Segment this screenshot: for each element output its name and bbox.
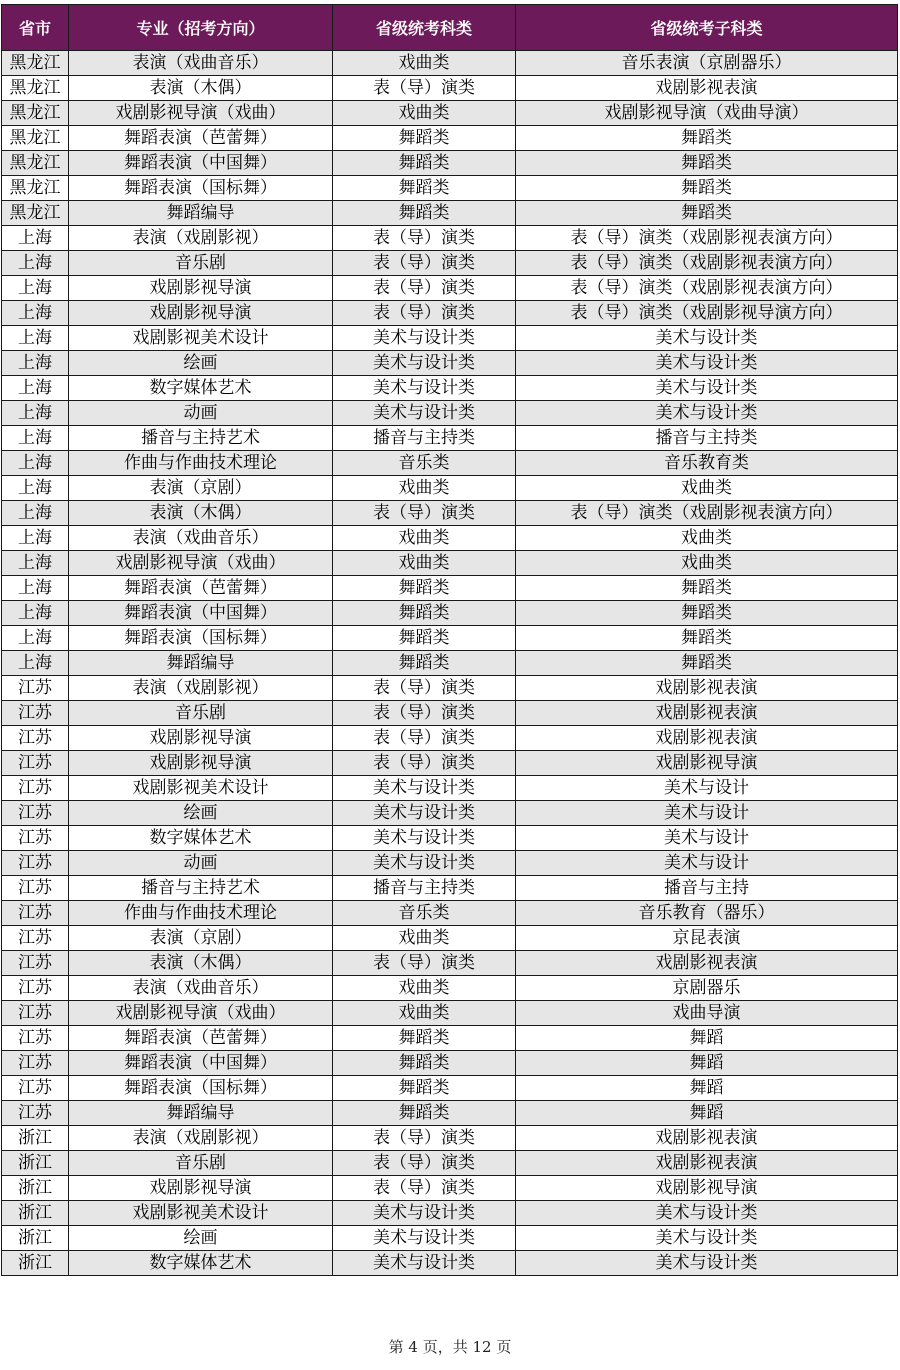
cell-category: 舞蹈类 <box>333 1101 516 1126</box>
cell-subcategory: 舞蹈 <box>516 1076 898 1101</box>
cell-major: 表演（戏剧影视） <box>69 1126 333 1151</box>
cell-category: 戏曲类 <box>333 1001 516 1026</box>
cell-category: 表（导）演类 <box>333 276 516 301</box>
cell-subcategory: 美术与设计类 <box>516 351 898 376</box>
cell-category: 表（导）演类 <box>333 701 516 726</box>
table-row <box>2 901 898 926</box>
cell-subcategory: 表（导）演类（戏剧影视表演方向） <box>516 276 898 301</box>
cell-major: 作曲与作曲技术理论 <box>69 901 333 926</box>
table-row <box>2 1101 898 1126</box>
table-row <box>2 776 898 801</box>
cell-province: 江苏 <box>2 801 69 826</box>
cell-major: 数字媒体艺术 <box>69 376 333 401</box>
cell-major: 戏剧影视导演 <box>69 726 333 751</box>
cell-category: 戏曲类 <box>333 926 516 951</box>
cell-subcategory: 美术与设计类 <box>516 326 898 351</box>
cell-major: 戏剧影视导演（戏曲） <box>69 551 333 576</box>
cell-province: 江苏 <box>2 1101 69 1126</box>
table-row <box>2 801 898 826</box>
cell-major: 作曲与作曲技术理论 <box>69 451 333 476</box>
cell-province: 江苏 <box>2 901 69 926</box>
cell-major: 舞蹈表演（中国舞） <box>69 601 333 626</box>
header-province: 省市 <box>2 5 69 51</box>
cell-province: 上海 <box>2 526 69 551</box>
cell-category: 美术与设计类 <box>333 851 516 876</box>
cell-major: 表演（京剧） <box>69 476 333 501</box>
cell-subcategory: 美术与设计 <box>516 801 898 826</box>
cell-province: 江苏 <box>2 876 69 901</box>
cell-province: 江苏 <box>2 976 69 1001</box>
cell-major: 音乐剧 <box>69 701 333 726</box>
table-row <box>2 101 898 126</box>
cell-province: 浙江 <box>2 1226 69 1251</box>
cell-major: 数字媒体艺术 <box>69 826 333 851</box>
cell-subcategory: 戏剧影视导演（戏曲导演） <box>516 101 898 126</box>
cell-subcategory: 戏曲类 <box>516 476 898 501</box>
cell-subcategory: 表（导）演类（戏剧影视表演方向） <box>516 251 898 276</box>
cell-category: 播音与主持类 <box>333 426 516 451</box>
cell-subcategory: 戏剧影视表演 <box>516 951 898 976</box>
cell-major: 舞蹈编导 <box>69 1101 333 1126</box>
cell-major: 舞蹈表演（国标舞） <box>69 176 333 201</box>
cell-subcategory: 音乐教育（器乐） <box>516 901 898 926</box>
cell-subcategory: 戏剧影视导演 <box>516 751 898 776</box>
cell-major: 表演（木偶） <box>69 951 333 976</box>
table-row <box>2 351 898 376</box>
cell-subcategory: 舞蹈类 <box>516 201 898 226</box>
cell-province: 上海 <box>2 401 69 426</box>
table-row <box>2 751 898 776</box>
cell-major: 动画 <box>69 851 333 876</box>
table-row <box>2 851 898 876</box>
table-row <box>2 1176 898 1201</box>
cell-subcategory: 舞蹈类 <box>516 151 898 176</box>
cell-subcategory: 美术与设计类 <box>516 1201 898 1226</box>
table-row <box>2 676 898 701</box>
table-row <box>2 701 898 726</box>
table-row <box>2 726 898 751</box>
cell-province: 上海 <box>2 226 69 251</box>
cell-category: 舞蹈类 <box>333 651 516 676</box>
cell-province: 上海 <box>2 251 69 276</box>
cell-province: 江苏 <box>2 1001 69 1026</box>
cell-subcategory: 播音与主持 <box>516 876 898 901</box>
header-major: 专业（招考方向） <box>69 5 333 51</box>
table-row <box>2 976 898 1001</box>
cell-subcategory: 舞蹈类 <box>516 576 898 601</box>
cell-category: 戏曲类 <box>333 551 516 576</box>
cell-province: 黑龙江 <box>2 151 69 176</box>
cell-category: 舞蹈类 <box>333 626 516 651</box>
cell-province: 浙江 <box>2 1176 69 1201</box>
table-row <box>2 151 898 176</box>
cell-province: 上海 <box>2 651 69 676</box>
cell-category: 音乐类 <box>333 901 516 926</box>
table-row <box>2 176 898 201</box>
cell-major: 表演（戏曲音乐） <box>69 976 333 1001</box>
cell-subcategory: 戏剧影视表演 <box>516 726 898 751</box>
cell-major: 戏剧影视导演 <box>69 301 333 326</box>
cell-major: 动画 <box>69 401 333 426</box>
cell-major: 舞蹈表演（芭蕾舞） <box>69 126 333 151</box>
cell-category: 美术与设计类 <box>333 801 516 826</box>
cell-category: 美术与设计类 <box>333 1201 516 1226</box>
cell-subcategory: 戏剧影视表演 <box>516 76 898 101</box>
cell-subcategory: 戏曲类 <box>516 551 898 576</box>
cell-province: 上海 <box>2 326 69 351</box>
table-row <box>2 826 898 851</box>
cell-province: 江苏 <box>2 1026 69 1051</box>
cell-province: 上海 <box>2 501 69 526</box>
cell-province: 江苏 <box>2 1051 69 1076</box>
cell-subcategory: 美术与设计类 <box>516 401 898 426</box>
table-row <box>2 1076 898 1101</box>
cell-major: 表演（戏曲音乐） <box>69 51 333 76</box>
cell-major: 戏剧影视导演 <box>69 276 333 301</box>
cell-category: 表（导）演类 <box>333 251 516 276</box>
table-row <box>2 626 898 651</box>
cell-subcategory: 舞蹈 <box>516 1101 898 1126</box>
cell-category: 美术与设计类 <box>333 826 516 851</box>
table-row <box>2 926 898 951</box>
cell-province: 黑龙江 <box>2 51 69 76</box>
cell-category: 美术与设计类 <box>333 776 516 801</box>
cell-major: 绘画 <box>69 801 333 826</box>
table-row <box>2 1226 898 1251</box>
cell-category: 舞蹈类 <box>333 601 516 626</box>
cell-province: 上海 <box>2 601 69 626</box>
cell-category: 表（导）演类 <box>333 951 516 976</box>
table-row <box>2 501 898 526</box>
cell-major: 戏剧影视美术设计 <box>69 326 333 351</box>
cell-major: 表演（京剧） <box>69 926 333 951</box>
header-subcategory: 省级统考子科类 <box>516 5 898 51</box>
cell-subcategory: 表（导）演类（戏剧影视表演方向） <box>516 501 898 526</box>
table-row <box>2 1051 898 1076</box>
cell-province: 江苏 <box>2 776 69 801</box>
table-row <box>2 451 898 476</box>
cell-category: 戏曲类 <box>333 101 516 126</box>
table-row <box>2 651 898 676</box>
major-category-table <box>1 4 898 1276</box>
table-row <box>2 76 898 101</box>
table-row <box>2 276 898 301</box>
cell-province: 黑龙江 <box>2 176 69 201</box>
cell-category: 舞蹈类 <box>333 126 516 151</box>
cell-province: 上海 <box>2 551 69 576</box>
table-row <box>2 51 898 76</box>
table-row <box>2 251 898 276</box>
cell-subcategory: 舞蹈类 <box>516 626 898 651</box>
cell-major: 舞蹈表演（中国舞） <box>69 151 333 176</box>
cell-category: 音乐类 <box>333 451 516 476</box>
cell-category: 表（导）演类 <box>333 1126 516 1151</box>
table-row <box>2 1151 898 1176</box>
cell-subcategory: 京剧器乐 <box>516 976 898 1001</box>
cell-category: 戏曲类 <box>333 526 516 551</box>
cell-category: 舞蹈类 <box>333 151 516 176</box>
cell-category: 播音与主持类 <box>333 876 516 901</box>
cell-subcategory: 美术与设计 <box>516 826 898 851</box>
table-row <box>2 1251 898 1276</box>
table-body <box>2 51 898 1276</box>
table-row <box>2 1201 898 1226</box>
cell-province: 上海 <box>2 426 69 451</box>
table-row <box>2 951 898 976</box>
cell-province: 上海 <box>2 301 69 326</box>
cell-major: 戏剧影视美术设计 <box>69 776 333 801</box>
cell-province: 江苏 <box>2 751 69 776</box>
header-row <box>2 5 898 51</box>
cell-province: 江苏 <box>2 701 69 726</box>
cell-category: 舞蹈类 <box>333 1051 516 1076</box>
cell-province: 上海 <box>2 376 69 401</box>
cell-category: 舞蹈类 <box>333 201 516 226</box>
cell-province: 浙江 <box>2 1201 69 1226</box>
cell-subcategory: 美术与设计类 <box>516 1226 898 1251</box>
cell-major: 表演（戏剧影视） <box>69 226 333 251</box>
cell-province: 黑龙江 <box>2 101 69 126</box>
cell-subcategory: 戏剧影视表演 <box>516 676 898 701</box>
cell-subcategory: 音乐教育类 <box>516 451 898 476</box>
cell-category: 舞蹈类 <box>333 576 516 601</box>
cell-province: 上海 <box>2 276 69 301</box>
cell-province: 江苏 <box>2 826 69 851</box>
cell-major: 舞蹈表演（国标舞） <box>69 626 333 651</box>
table-row <box>2 476 898 501</box>
cell-subcategory: 戏曲类 <box>516 526 898 551</box>
cell-major: 戏剧影视导演 <box>69 751 333 776</box>
cell-category: 戏曲类 <box>333 976 516 1001</box>
cell-province: 黑龙江 <box>2 76 69 101</box>
cell-province: 上海 <box>2 351 69 376</box>
cell-major: 绘画 <box>69 1226 333 1251</box>
cell-province: 浙江 <box>2 1126 69 1151</box>
table-row <box>2 551 898 576</box>
cell-subcategory: 戏剧影视表演 <box>516 1151 898 1176</box>
cell-province: 上海 <box>2 576 69 601</box>
table-row <box>2 876 898 901</box>
cell-category: 表（导）演类 <box>333 1176 516 1201</box>
cell-subcategory: 舞蹈类 <box>516 126 898 151</box>
cell-major: 表演（戏曲音乐） <box>69 526 333 551</box>
cell-major: 戏剧影视美术设计 <box>69 1201 333 1226</box>
cell-subcategory: 音乐表演（京剧器乐） <box>516 51 898 76</box>
cell-category: 戏曲类 <box>333 476 516 501</box>
cell-province: 上海 <box>2 626 69 651</box>
cell-major: 绘画 <box>69 351 333 376</box>
cell-province: 浙江 <box>2 1251 69 1276</box>
table-row <box>2 1001 898 1026</box>
cell-category: 表（导）演类 <box>333 226 516 251</box>
cell-category: 美术与设计类 <box>333 401 516 426</box>
cell-subcategory: 播音与主持类 <box>516 426 898 451</box>
cell-category: 表（导）演类 <box>333 751 516 776</box>
cell-major: 戏剧影视导演（戏曲） <box>69 1001 333 1026</box>
cell-major: 舞蹈编导 <box>69 201 333 226</box>
table-row <box>2 226 898 251</box>
table-row <box>2 126 898 151</box>
table-row <box>2 526 898 551</box>
cell-subcategory: 戏剧影视表演 <box>516 1126 898 1151</box>
cell-category: 舞蹈类 <box>333 1076 516 1101</box>
cell-category: 舞蹈类 <box>333 1026 516 1051</box>
table-row <box>2 426 898 451</box>
cell-category: 表（导）演类 <box>333 726 516 751</box>
cell-category: 美术与设计类 <box>333 376 516 401</box>
cell-province: 黑龙江 <box>2 126 69 151</box>
table-row <box>2 201 898 226</box>
cell-subcategory: 表（导）演类（戏剧影视表演方向） <box>516 226 898 251</box>
cell-subcategory: 表（导）演类（戏剧影视导演方向） <box>516 301 898 326</box>
cell-province: 江苏 <box>2 1076 69 1101</box>
cell-province: 江苏 <box>2 951 69 976</box>
cell-major: 戏剧影视导演 <box>69 1176 333 1201</box>
cell-subcategory: 美术与设计类 <box>516 1251 898 1276</box>
cell-major: 音乐剧 <box>69 1151 333 1176</box>
cell-province: 江苏 <box>2 676 69 701</box>
table-header <box>2 5 898 51</box>
cell-major: 舞蹈表演（中国舞） <box>69 1051 333 1076</box>
cell-category: 舞蹈类 <box>333 176 516 201</box>
cell-category: 美术与设计类 <box>333 326 516 351</box>
cell-major: 播音与主持艺术 <box>69 426 333 451</box>
table-row <box>2 1126 898 1151</box>
cell-subcategory: 舞蹈类 <box>516 601 898 626</box>
cell-major: 播音与主持艺术 <box>69 876 333 901</box>
cell-subcategory: 美术与设计 <box>516 776 898 801</box>
cell-major: 表演（木偶） <box>69 501 333 526</box>
cell-subcategory: 京昆表演 <box>516 926 898 951</box>
table-row <box>2 601 898 626</box>
cell-province: 浙江 <box>2 1151 69 1176</box>
cell-province: 江苏 <box>2 726 69 751</box>
cell-major: 表演（戏剧影视） <box>69 676 333 701</box>
header-category: 省级统考科类 <box>333 5 516 51</box>
table-row <box>2 301 898 326</box>
cell-major: 戏剧影视导演（戏曲） <box>69 101 333 126</box>
cell-subcategory: 戏曲导演 <box>516 1001 898 1026</box>
cell-category: 美术与设计类 <box>333 351 516 376</box>
cell-subcategory: 戏剧影视导演 <box>516 1176 898 1201</box>
table-row <box>2 326 898 351</box>
cell-major: 数字媒体艺术 <box>69 1251 333 1276</box>
cell-category: 表（导）演类 <box>333 76 516 101</box>
cell-province: 上海 <box>2 476 69 501</box>
table-row <box>2 576 898 601</box>
cell-category: 美术与设计类 <box>333 1251 516 1276</box>
cell-province: 江苏 <box>2 851 69 876</box>
cell-category: 戏曲类 <box>333 51 516 76</box>
cell-subcategory: 舞蹈 <box>516 1026 898 1051</box>
table-row <box>2 1026 898 1051</box>
cell-major: 舞蹈表演（芭蕾舞） <box>69 576 333 601</box>
cell-subcategory: 美术与设计 <box>516 851 898 876</box>
cell-category: 美术与设计类 <box>333 1226 516 1251</box>
cell-category: 表（导）演类 <box>333 676 516 701</box>
page-footer: 第 4 页，共 12 页 <box>388 1338 512 1356</box>
cell-major: 舞蹈表演（芭蕾舞） <box>69 1026 333 1051</box>
cell-province: 黑龙江 <box>2 201 69 226</box>
cell-subcategory: 舞蹈类 <box>516 651 898 676</box>
cell-category: 表（导）演类 <box>333 1151 516 1176</box>
table-row <box>2 401 898 426</box>
cell-category: 表（导）演类 <box>333 501 516 526</box>
cell-province: 上海 <box>2 451 69 476</box>
cell-subcategory: 舞蹈 <box>516 1051 898 1076</box>
cell-subcategory: 舞蹈类 <box>516 176 898 201</box>
cell-subcategory: 戏剧影视表演 <box>516 701 898 726</box>
cell-major: 表演（木偶） <box>69 76 333 101</box>
cell-subcategory: 美术与设计类 <box>516 376 898 401</box>
table-row <box>2 376 898 401</box>
cell-major: 音乐剧 <box>69 251 333 276</box>
cell-category: 表（导）演类 <box>333 301 516 326</box>
cell-province: 江苏 <box>2 926 69 951</box>
cell-major: 舞蹈编导 <box>69 651 333 676</box>
cell-major: 舞蹈表演（国标舞） <box>69 1076 333 1101</box>
